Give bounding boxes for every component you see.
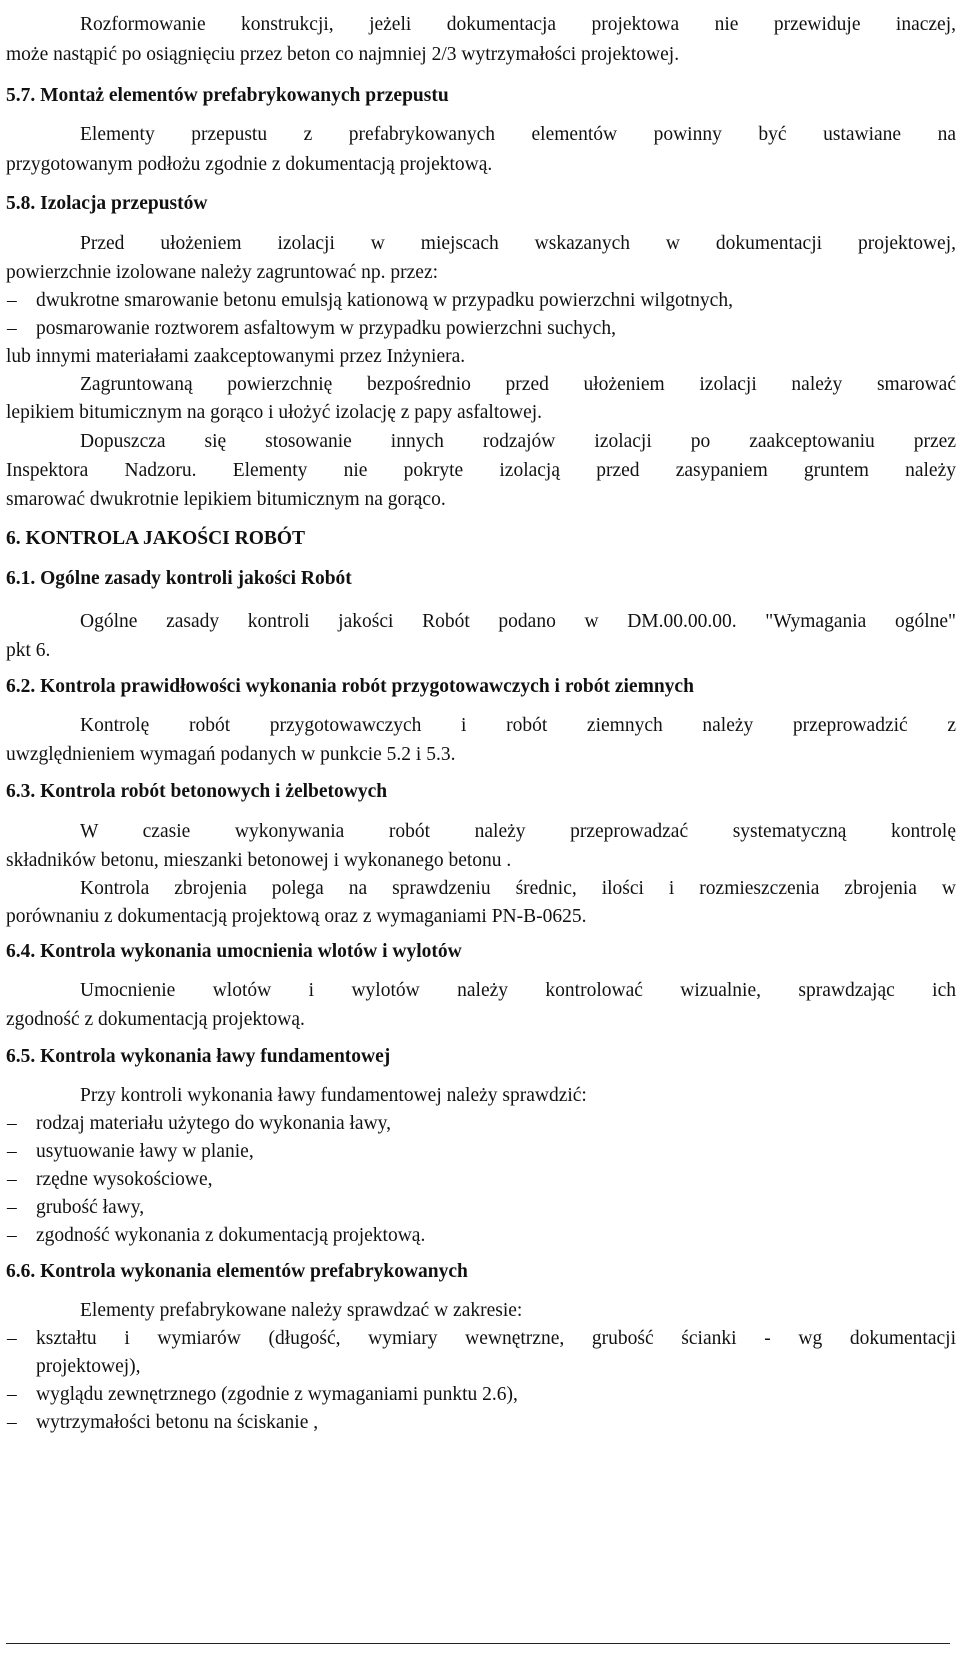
paragraph-line: Dopuszcza się stosowanie innych rodzajów izolacji po zaakceptowaniu przez	[80, 431, 956, 452]
section-heading-6-4: 6.4. Kontrola wykonania umocnienia wlotów i wylotów	[6, 941, 462, 962]
footer-divider	[6, 1643, 950, 1644]
list-item: wytrzymałości betonu na ściskanie ,	[36, 1412, 319, 1433]
paragraph-line: W czasie wykonywania robót należy przeprowadzać systematyczną kontrolę	[80, 821, 956, 842]
paragraph-line: Przy kontroli wykonania ławy fundamentowej należy sprawdzić:	[80, 1085, 587, 1106]
list-item: dwukrotne smarowanie betonu emulsją kationową w przypadku powierzchni wilgotnych,	[36, 290, 733, 311]
paragraph-line: Rozformowanie konstrukcji, jeżeli dokumentacja projektowa nie przewiduje inaczej,	[80, 14, 956, 35]
paragraph-line: zgodność z dokumentacją projektową.	[6, 1009, 305, 1030]
paragraph-line: Inspektora Nadzoru. Elementy nie pokryte izolacją przed zasypaniem gruntem należy	[6, 460, 956, 481]
bullet-dash-icon: –	[7, 290, 17, 311]
list-item: rodzaj materiału użytego do wykonania ławy,	[36, 1113, 392, 1134]
section-heading-5-7: 5.7. Montaż elementów prefabrykowanych przepustu	[6, 85, 449, 106]
bullet-dash-icon: –	[7, 1225, 17, 1246]
paragraph-line: Umocnienie wlotów i wylotów należy kontrolować wizualnie, sprawdzając ich	[80, 980, 956, 1001]
list-item: grubość ławy,	[36, 1197, 145, 1218]
bullet-dash-icon: –	[7, 318, 17, 339]
bullet-dash-icon: –	[7, 1412, 17, 1433]
paragraph-line: przygotowanym podłożu zgodnie z dokumentacją projektową.	[6, 154, 493, 175]
paragraph-line: może nastąpić po osiągnięciu przez beton co najmniej 2/3 wytrzymałości projektowej.	[6, 44, 680, 65]
paragraph-line: lub innymi materiałami zaakceptowanymi przez Inżyniera.	[6, 346, 466, 367]
paragraph-line: lepikiem bitumicznym na gorąco i ułożyć izolację z papy asfaltowej.	[6, 402, 543, 423]
paragraph-line: pkt 6.	[6, 640, 51, 661]
list-item: kształtu i wymiarów (długość, wymiary wewnętrzne, grubość ścianki - wg dokumentacji	[36, 1328, 956, 1349]
bullet-dash-icon: –	[7, 1328, 17, 1349]
chapter-heading-6: 6. KONTROLA JAKOŚCI ROBÓT	[6, 528, 306, 549]
paragraph-line: Zagruntowaną powierzchnię bezpośrednio przed ułożeniem izolacji należy smarować	[80, 374, 956, 395]
paragraph-line: Kontrola zbrojenia polega na sprawdzeniu średnic, ilości i rozmieszczenia zbrojenia w	[80, 878, 956, 899]
section-heading-5-8: 5.8. Izolacja przepustów	[6, 193, 208, 214]
paragraph-line: Przed ułożeniem izolacji w miejscach wskazanych w dokumentacji projektowej,	[80, 233, 956, 254]
list-item: wyglądu zewnętrznego (zgodnie z wymaganiami punktu 2.6),	[36, 1384, 518, 1405]
section-heading-6-5: 6.5. Kontrola wykonania ławy fundamentowej	[6, 1046, 391, 1067]
paragraph-line: składników betonu, mieszanki betonowej i wykonanego betonu .	[6, 850, 512, 871]
paragraph-line: powierzchnie izolowane należy zagruntować np. przez:	[6, 262, 439, 283]
paragraph-line: Kontrolę robót przygotowawczych i robót ziemnych należy przeprowadzić z	[80, 715, 956, 736]
section-heading-6-1: 6.1. Ogólne zasady kontroli jakości Robót	[6, 568, 352, 589]
list-item: posmarowanie roztworem asfaltowym w przypadku powierzchni suchych,	[36, 318, 616, 339]
paragraph-line: porównaniu z dokumentacją projektową oraz z wymaganiami PN-B-0625.	[6, 906, 587, 927]
paragraph-line: Elementy prefabrykowane należy sprawdzać w zakresie:	[80, 1300, 523, 1321]
paragraph-line: Ogólne zasady kontroli jakości Robót podano w DM.00.00.00. "Wymagania ogólne"	[80, 611, 956, 632]
bullet-dash-icon: –	[7, 1113, 17, 1134]
section-heading-6-3: 6.3. Kontrola robót betonowych i żelbetowych	[6, 781, 388, 802]
bullet-dash-icon: –	[7, 1169, 17, 1190]
list-item: zgodność wykonania z dokumentacją projektową.	[36, 1225, 426, 1246]
bullet-dash-icon: –	[7, 1197, 17, 1218]
paragraph-line: smarować dwukrotnie lepikiem bitumicznym na gorąco.	[6, 489, 446, 510]
paragraph-line: Elementy przepustu z prefabrykowanych elementów powinny być ustawiane na	[80, 124, 956, 145]
list-item-continuation: projektowej),	[36, 1356, 141, 1377]
section-heading-6-2: 6.2. Kontrola prawidłowości wykonania robót przygotowawczych i robót ziemnych	[6, 676, 694, 697]
section-heading-6-6: 6.6. Kontrola wykonania elementów prefabrykowanych	[6, 1261, 468, 1282]
bullet-dash-icon: –	[7, 1384, 17, 1405]
paragraph-line: uwzględnieniem wymagań podanych w punkcie 5.2 i 5.3.	[6, 744, 456, 765]
list-item: rzędne wysokościowe,	[36, 1169, 213, 1190]
bullet-dash-icon: –	[7, 1141, 17, 1162]
list-item: usytuowanie ławy w planie,	[36, 1141, 254, 1162]
